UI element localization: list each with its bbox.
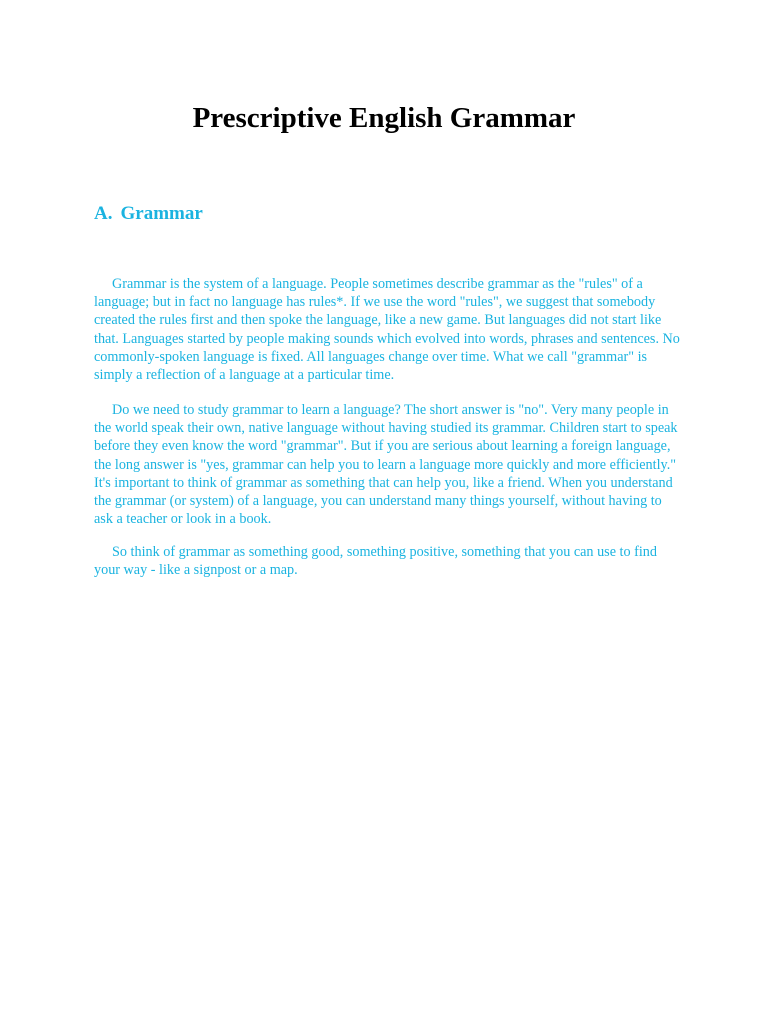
section-title: Grammar — [120, 203, 203, 224]
paragraph-3 — [94, 543, 684, 579]
section-heading — [94, 199, 203, 226]
paragraph-1 — [94, 275, 684, 384]
paragraph-3-text: So think of grammar as something good, something positive, something that you can use to find your way - like a signpost or a map. — [94, 544, 657, 579]
paragraph-2-text: Do we need to study grammar to learn a language? The short answer is "no". Very many people in the world speak their own, native language without having studied its grammar. Children start to speak before they even know the word "grammar". But if you are serious about learning a foreign language, the long answer is "yes, grammar can help you to learn a language more quickly and more efficiently." It's important to think of grammar as something that can help you, like a friend. When you understand the grammar (or system) of a language, you can understand many things yourself, without having to ask a teacher or look in a book. — [94, 402, 678, 528]
paragraph-2 — [94, 401, 684, 528]
section-letter: A. — [94, 203, 113, 224]
page-title: Prescriptive English Grammar — [192, 102, 576, 134]
paragraph-1-text: Grammar is the system of a language. People sometimes describe grammar as the "rules" of a language; but in fact no language has rules*. If we use the word "rules", we suggest that somebody created the rules first and then spoke the language, like a new game. But languages did not start like that. Languages started by people making sounds which evolved into words, phrases and sentences. No commonly-spoken language is fixed. All languages change over time. What we call "grammar" is simply a reflection of a language at a particular time. — [94, 276, 680, 384]
